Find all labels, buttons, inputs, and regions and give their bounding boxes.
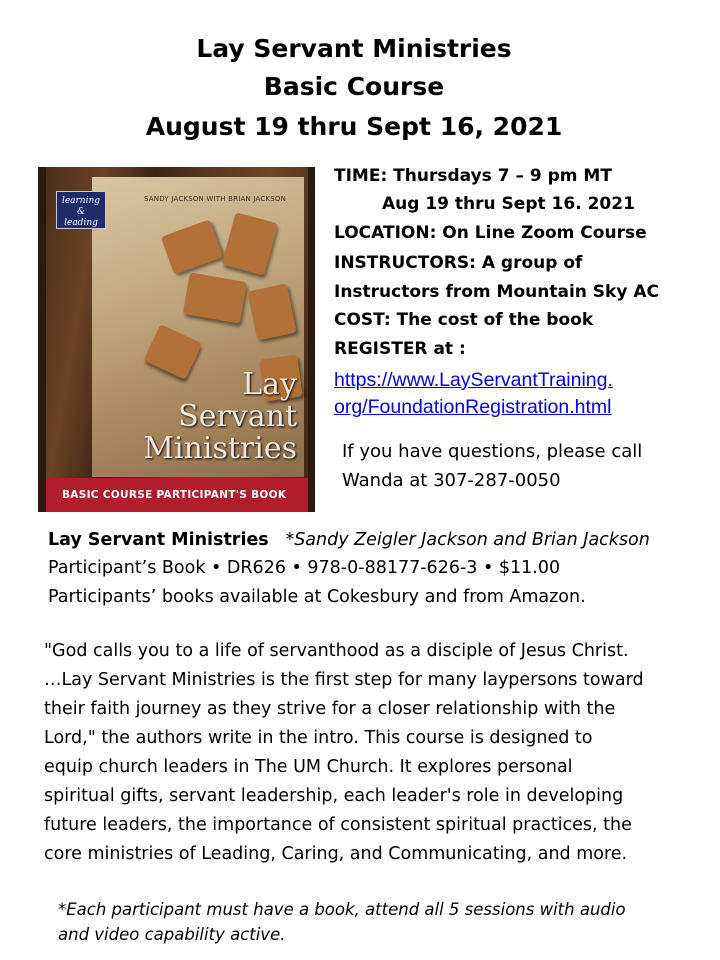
- note-line: and video capability active.: [58, 925, 286, 944]
- course-description: [44, 637, 710, 869]
- book-cover-image: [38, 167, 315, 512]
- book-title-line: [48, 530, 650, 550]
- description-line: spiritual gifts, servant leadership, each leader's role in developing: [44, 786, 624, 806]
- cover-title-line-1: Lay: [242, 367, 297, 402]
- info-instructors-1: INSTRUCTORS: A group of: [334, 253, 583, 273]
- book-details: Participant’s Book • DR626 • 978-0-88177-626-3 • $11.00: [48, 558, 561, 578]
- book-availability: Participants’ books available at Cokesbury and from Amazon.: [48, 587, 586, 607]
- page-subtitle: Basic Course: [263, 72, 445, 101]
- info-time-dates: Aug 19 thru Sept 16. 2021: [382, 194, 635, 214]
- book-name: Lay Servant Ministries: [48, 530, 269, 550]
- description-line: …Lay Servant Ministries is the first step for many laypersons toward: [44, 670, 644, 690]
- info-time: TIME: Thursdays 7 – 9 pm MT: [334, 166, 612, 186]
- cover-band: [46, 478, 308, 512]
- questions-line-2: Wanda at 307-287-0050: [342, 470, 561, 491]
- description-line: core ministries of Leading, Caring, and Communicating, and more.: [44, 844, 628, 864]
- description-line: Lord," the authors write in the intro. This course is designed to: [44, 728, 593, 748]
- description-line: future leaders, the importance of consistent spiritual practices, the: [44, 815, 632, 835]
- cover-authors: SANDY JACKSON WITH BRIAN JACKSON: [144, 195, 287, 203]
- learning-leading-badge: learning & leading: [56, 191, 106, 229]
- book-authors: *Sandy Zeigler Jackson and Brian Jackson: [285, 530, 650, 550]
- info-register: REGISTER at :: [334, 339, 466, 359]
- participant-note: [58, 897, 626, 947]
- cover-title-line-3: Ministries: [143, 431, 297, 466]
- registration-link-line-2[interactable]: org/FoundationRegistration.html: [334, 396, 612, 418]
- registration-link-line-1[interactable]: https://www.LayServantTraining.: [334, 369, 613, 391]
- info-cost: COST: The cost of the book: [334, 310, 594, 330]
- cover-title-line-2: Servant: [178, 399, 297, 434]
- description-line: their faith journey as they strive for a closer relationship with the: [44, 699, 616, 719]
- course-dates: August 19 thru Sept 16, 2021: [145, 112, 563, 141]
- info-instructors-2: Instructors from Mountain Sky AC: [334, 282, 659, 302]
- description-line: "God calls you to a life of servanthood as a disciple of Jesus Christ.: [44, 641, 629, 661]
- page-title: Lay Servant Ministries: [196, 34, 512, 63]
- description-line: equip church leaders in The UM Church. It explores personal: [44, 757, 573, 777]
- note-line: *Each participant must have a book, attend all 5 sessions with audio: [58, 900, 626, 919]
- questions-line-1: If you have questions, please call: [342, 441, 643, 462]
- info-location: LOCATION: On Line Zoom Course: [334, 223, 647, 243]
- cover-band-text: BASIC COURSE PARTICIPANT'S BOOK: [62, 489, 287, 501]
